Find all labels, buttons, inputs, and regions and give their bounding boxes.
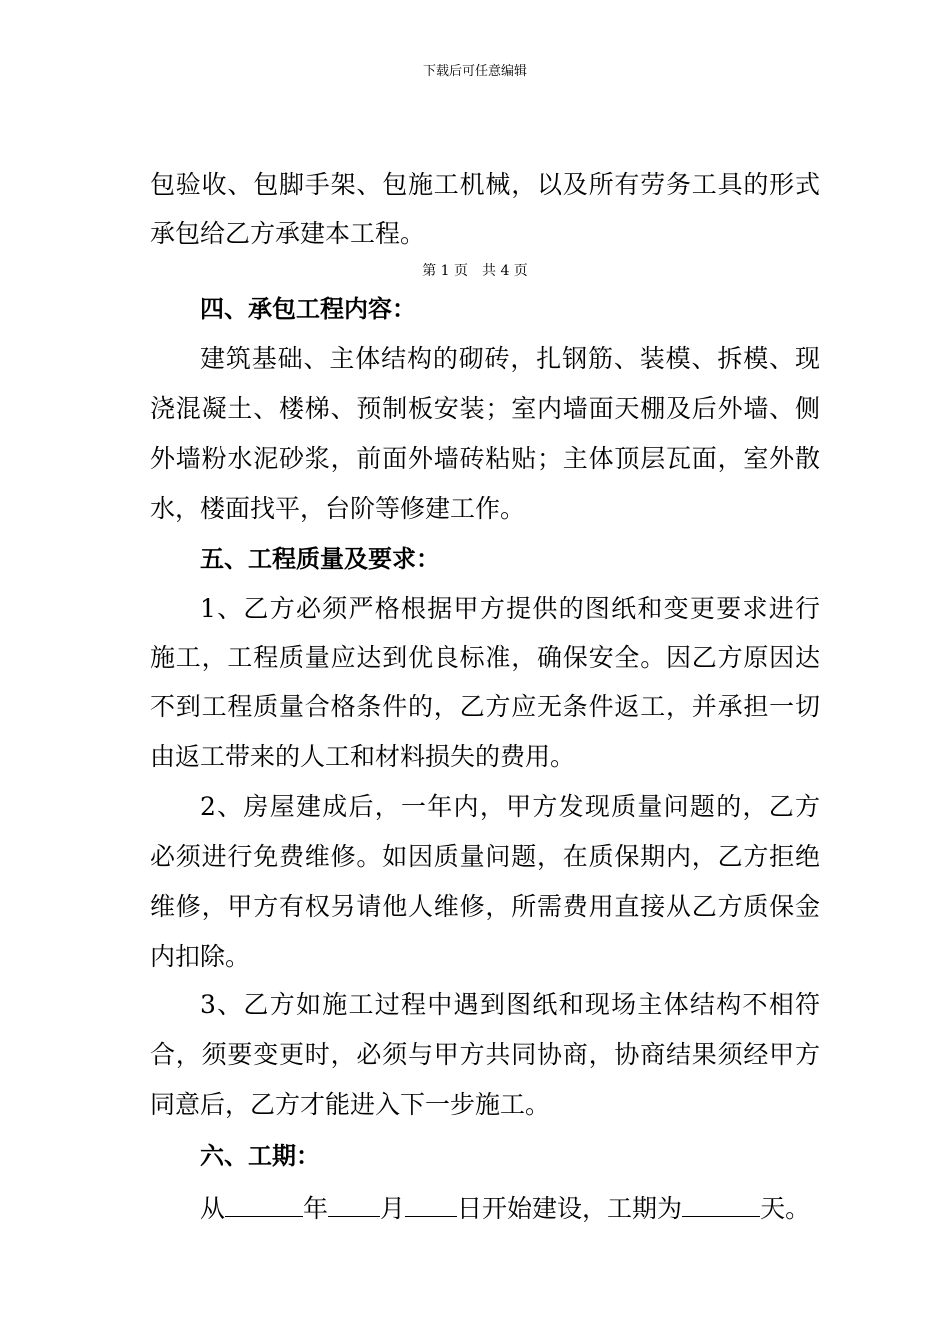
section4-line-4: 水，楼面找平，台阶等修建工作。 [150, 494, 526, 523]
intro-line-2: 承包给乙方承建本工程。 [150, 219, 426, 248]
section4-line-2: 浇混凝土、楼梯、预制板安装；室内墙面天棚及后外墙、侧 [150, 394, 820, 423]
section5-item2-line-1: 2、房屋建成后，一年内，甲方发现质量问题的，乙方 [200, 792, 820, 821]
year-blank [225, 1190, 303, 1217]
header-note: 下载后可任意编辑 [422, 64, 527, 79]
section4-line-3: 外墙粉水泥砂浆，前面外墙砖粘贴；主体顶层瓦面，室外散 [150, 444, 820, 473]
page-number: 第 1 页 共 4 页 [422, 263, 528, 279]
section5-item1-line-2: 施工，工程质量应达到优良标准，确保安全。因乙方原因达 [150, 643, 820, 672]
duration-days: 天。 [760, 1194, 811, 1223]
month-blank [328, 1190, 380, 1217]
section5-item2-line-2: 必须进行免费维修。如因质量问题，在质保期内，乙方拒绝 [150, 842, 820, 871]
intro-line-1: 包验收、包脚手架、包施工机械，以及所有劳务工具的形式 [150, 170, 820, 199]
section5-item2-line-4: 内扣除。 [150, 942, 251, 971]
duration-line [200, 1190, 820, 1225]
section5-item3-line-1: 3、乙方如施工过程中遇到图纸和现场主体结构不相符 [200, 990, 820, 1019]
section4-heading: 四、承包工程内容： [200, 295, 416, 323]
section6-heading: 六、工期： [200, 1142, 320, 1170]
section4-line-1: 建筑基础、主体结构的砌砖，扎钢筋、装模、拆模、现 [200, 344, 820, 373]
section5-item1-line-4: 由返工带来的人工和材料损失的费用。 [150, 742, 576, 771]
duration-day-start: 日开始建设，工期为 [457, 1194, 683, 1223]
section5-item2-line-3: 维修，甲方有权另请他人维修，所需费用直接从乙方质保金 [150, 892, 820, 921]
section5-item3-line-2: 合，须要变更时，必须与甲方共同协商，协商结果须经甲方 [150, 1040, 820, 1069]
duration-year: 年 [303, 1194, 329, 1223]
section5-heading: 五、工程质量及要求： [200, 545, 440, 573]
days-blank [682, 1190, 760, 1217]
day-blank [405, 1190, 457, 1217]
section5-item1-line-3: 不到工程质量合格条件的，乙方应无条件返工，并承担一切 [150, 692, 820, 721]
duration-month: 月 [380, 1194, 406, 1223]
section5-item1-line-1: 1、乙方必须严格根据甲方提供的图纸和变更要求进行 [200, 594, 820, 623]
duration-from: 从 [200, 1194, 226, 1223]
section5-item3-line-3: 同意后，乙方才能进入下一步施工。 [150, 1090, 551, 1119]
